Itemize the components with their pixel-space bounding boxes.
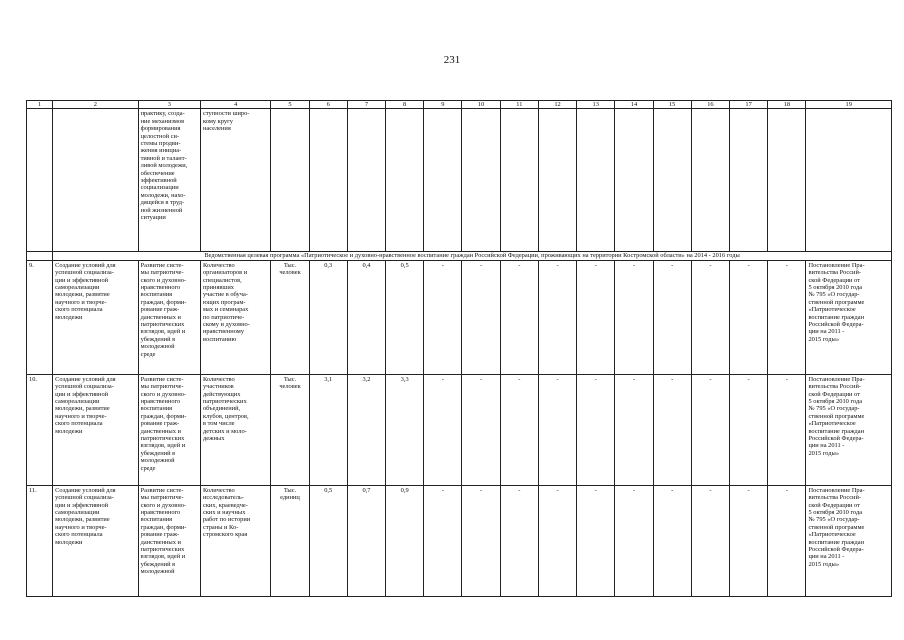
column-number: 2 xyxy=(53,101,138,109)
value-cell: - xyxy=(615,260,653,374)
value-cell: - xyxy=(538,485,576,596)
value-cell: - xyxy=(653,485,691,596)
column-number: 4 xyxy=(200,101,270,109)
value-cell: 3,2 xyxy=(347,374,385,485)
value-cell: - xyxy=(462,374,500,485)
value-cell: - xyxy=(730,374,768,485)
column-number: 12 xyxy=(538,101,576,109)
goal-cell: Создание условий для успешной социализа- ции и эффективной самореализации молодежи, развитие научного и творче- ского потенциала молодежи xyxy=(53,374,138,485)
column-number: 5 xyxy=(271,101,309,109)
indicator-cell: Количество участников действующих патриотических объединений, клубов, центров, в том числе детских и моло- дежных xyxy=(200,374,270,485)
value-cell: - xyxy=(730,260,768,374)
unit-cell: Тыс. человек xyxy=(271,374,309,485)
goal-cell: Создание условий для успешной социализа- ции и эффективной самореализации молодежи, развитие научного и творче- ского потенциала молодежи xyxy=(53,485,138,596)
value-cell: - xyxy=(615,485,653,596)
value-cell: 3,1 xyxy=(309,374,347,485)
column-number: 17 xyxy=(730,101,768,109)
value-cell: - xyxy=(768,485,806,596)
value-cell: 0,5 xyxy=(309,485,347,596)
program-title-row xyxy=(27,252,892,260)
value-cell: - xyxy=(768,374,806,485)
column-number: 10 xyxy=(462,101,500,109)
value-cell: - xyxy=(653,374,691,485)
value-cell: - xyxy=(577,260,615,374)
indicator-cell: Количество исследователь- ских, краеведче- ских и научных работ по истории страны и Ко- стромского края xyxy=(200,485,270,596)
value-cell: - xyxy=(653,260,691,374)
value-cell: - xyxy=(500,374,538,485)
value-cell: 3,3 xyxy=(386,374,424,485)
column-number: 7 xyxy=(347,101,385,109)
value-cell: 0,5 xyxy=(386,260,424,374)
value-cell: - xyxy=(538,260,576,374)
value-cell: - xyxy=(730,485,768,596)
column-number: 8 xyxy=(386,101,424,109)
column-number-row xyxy=(27,101,892,109)
indicators-table xyxy=(26,100,892,597)
column-number: 3 xyxy=(138,101,200,109)
value-cell: 0,3 xyxy=(309,260,347,374)
column-number: 1 xyxy=(27,101,53,109)
program-title: Ведомственная целевая программа «Патриотическое и духовно-нравственное воспитание граждан Российской Федерации, проживающих на территории Костромской области» на 2014 - 2016 годы xyxy=(53,252,892,260)
value-cell: - xyxy=(424,485,462,596)
task-cell: Развитие систе- мы патриотиче- ского и духовно- нравственного воспитания граждан, форми- рование граж- данственных и патриотических взглядов, идей и убеждений в молодежной среде xyxy=(138,374,200,485)
basis-cell: Постановление Пра- вительства Россий- ской Федерации от 5 октября 2010 года № 795 «О государ- ственной программе «Патриотическое воспитание граждан Российской Федера- ции на 2011 - 2015 годы» xyxy=(806,485,892,596)
column-number: 9 xyxy=(424,101,462,109)
task-cell: практику, созда- ние механизмов формирования целостной си- стемы продви- жения инициа- тивной и талант- ливой молодежи, обеспечение эффективной социализации молодежи, нахо- дящейся в труд- ной жизненной ситуации xyxy=(138,109,200,252)
continuation-row xyxy=(27,109,892,252)
basis-cell: Постановление Пра- вительства Россий- ской Федерации от 5 октября 2010 года № 795 «О государ- ственной программе «Патриотическое воспитание граждан Российской Федера- ции на 2011 - 2015 годы» xyxy=(806,374,892,485)
column-number: 6 xyxy=(309,101,347,109)
column-number: 16 xyxy=(691,101,729,109)
value-cell: - xyxy=(500,260,538,374)
unit-cell: Тыс. единиц xyxy=(271,485,309,596)
row-number: 11. xyxy=(27,485,53,596)
row-number: 9. xyxy=(27,260,53,374)
column-number: 14 xyxy=(615,101,653,109)
goal-cell: Создание условий для успешной социализа- ции и эффективной самореализации молодежи, развитие научного и творче- ского потенциала молодежи xyxy=(53,260,138,374)
value-cell: 0,9 xyxy=(386,485,424,596)
basis-cell: Постановление Пра- вительства Россий- ской Федерации от 5 октября 2010 года № 795 «О государ- ственной программе «Патриотическое воспитание граждан Российской Федера- ции на 2011 - 2015 годы» xyxy=(806,260,892,374)
table-row xyxy=(27,260,892,374)
value-cell: - xyxy=(577,485,615,596)
indicator-cell: ступности широ- кому кругу населения xyxy=(200,109,270,252)
value-cell: - xyxy=(691,374,729,485)
value-cell: - xyxy=(500,485,538,596)
value-cell: - xyxy=(577,374,615,485)
row-number: 10. xyxy=(27,374,53,485)
task-cell: Развитие систе- мы патриотиче- ского и духовно- нравственного воспитания граждан, форми- рование граж- данственных и патриотических взглядов, идей и убеждений в молодежной среде xyxy=(138,260,200,374)
column-number: 13 xyxy=(577,101,615,109)
column-number: 19 xyxy=(806,101,892,109)
value-cell: - xyxy=(768,260,806,374)
value-cell: 0,4 xyxy=(347,260,385,374)
value-cell: - xyxy=(691,260,729,374)
value-cell: - xyxy=(615,374,653,485)
value-cell: - xyxy=(462,260,500,374)
column-number: 18 xyxy=(768,101,806,109)
indicator-cell: Количество организаторов и специалистов, принявших участие в обуча- ющих програм- мах и семинарах по патриотиче- скому и духовно- нравственному воспитанию xyxy=(200,260,270,374)
value-cell: - xyxy=(424,374,462,485)
task-cell: Развитие систе- мы патриотиче- ского и духовно- нравственного воспитания граждан, форми- рование граж- данственных и патриотических взглядов, идей и убеждений в молодежной xyxy=(138,485,200,596)
page-number: 231 xyxy=(443,54,461,66)
column-number: 15 xyxy=(653,101,691,109)
table-row xyxy=(27,485,892,596)
column-number: 11 xyxy=(500,101,538,109)
value-cell: - xyxy=(691,485,729,596)
value-cell: 0,7 xyxy=(347,485,385,596)
value-cell: - xyxy=(462,485,500,596)
value-cell: - xyxy=(538,374,576,485)
unit-cell: Тыс. человек xyxy=(271,260,309,374)
value-cell: - xyxy=(424,260,462,374)
table-row xyxy=(27,374,892,485)
